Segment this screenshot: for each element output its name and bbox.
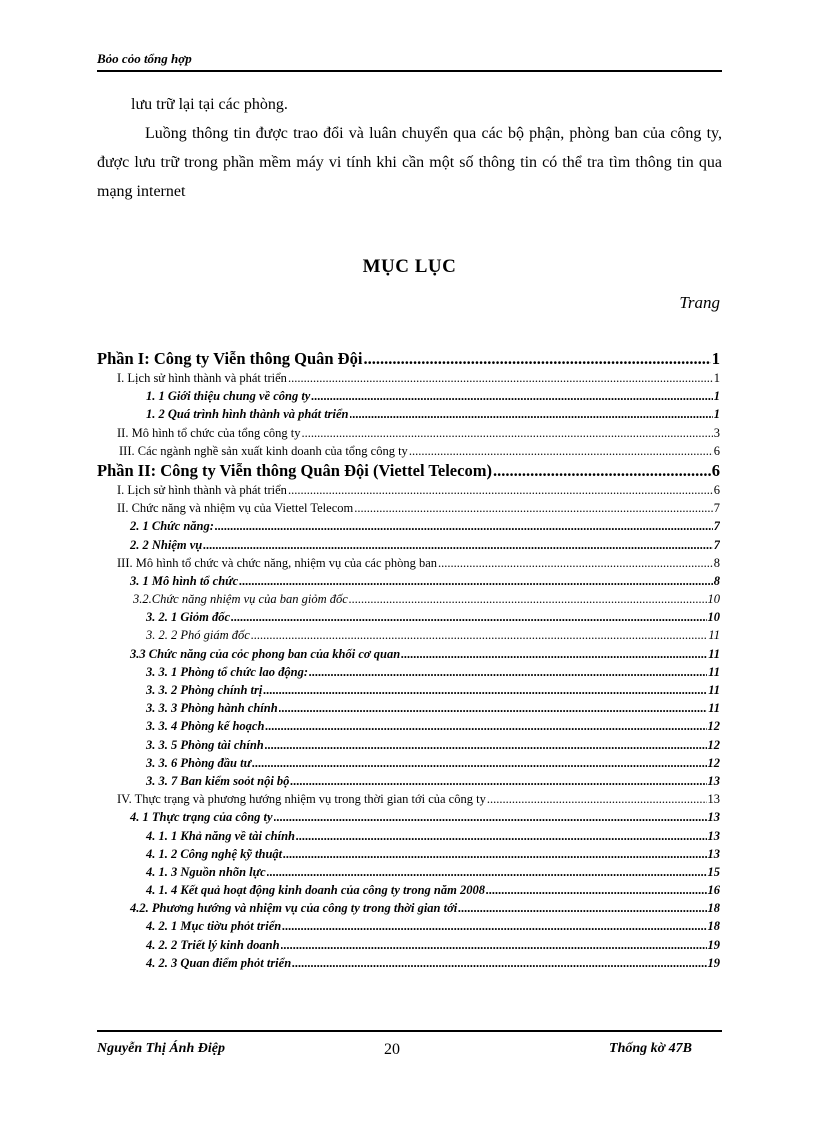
toc-entry[interactable]: I. Lịch sử hình thành và phát triển ..... 6 (97, 481, 720, 499)
toc-entry[interactable]: 3. 3. 7 Ban kiểm soỏt nội bộ ..... 13 (97, 772, 720, 790)
page-footer (97, 1030, 722, 1058)
toc-entry[interactable]: Phần I: Công ty Viễn thông Quân Đội ..... 1 (97, 348, 720, 369)
footer-author: Nguyễn Thị Ánh Điệp (97, 1041, 225, 1056)
toc-entry[interactable]: 3. 3. 6 Phòng đầu tư ..... 12 (97, 754, 720, 772)
page-header (97, 50, 722, 72)
toc-entry[interactable]: Phần II: Công ty Viễn thông Quân Đội (Viettel Telecom) ..... 6 (97, 460, 720, 481)
toc-entry[interactable]: 4. 2. 2 Triết lý kinh doanh ..... 19 (97, 936, 720, 954)
footer-class: Thống kờ 47B (609, 1041, 692, 1056)
intro-paragraph-2: Luồng thông tin được trao đổi và luân chuyển qua các bộ phận, phòng ban của công ty, được lưu trữ trong phần mềm máy vi tính khi cần một số thông tin có thể tra tìm thông tin qua mạng internet (97, 125, 722, 200)
header-title: Bỏo cỏo tổng hợp (97, 51, 192, 66)
table-of-contents (97, 348, 720, 972)
toc-entry[interactable]: 3. 3. 5 Phòng tài chính ..... 12 (97, 736, 720, 754)
toc-entry[interactable]: 4. 2. 1 Mục tiờu phỏt triển ..... 18 (97, 917, 720, 935)
toc-entry[interactable]: 3.2.Chức năng nhiệm vụ của ban giỏm đốc ..... 10 (97, 590, 720, 608)
toc-entry[interactable]: 3. 1 Mô hình tổ chức ..... 8 (97, 572, 720, 590)
toc-entry[interactable]: III. Mô hình tổ chức và chức năng, nhiệm vụ của các phòng ban ..... 8 (97, 554, 720, 572)
toc-entry[interactable]: 4. 1 Thực trạng của công ty ..... 13 (97, 808, 720, 826)
toc-entry[interactable]: 4. 1. 3 Nguồn nhõn lực ..... 15 (97, 863, 720, 881)
toc-entry[interactable]: 3.3 Chức năng của cỏc phong ban của khối cơ quan ..... 11 (97, 645, 720, 663)
toc-entry[interactable]: 4. 1. 4 Kết quả hoạt động kinh doanh của công ty trong năm 2008 ..... 16 (97, 881, 720, 899)
toc-entry[interactable]: 3. 2. 1 Giỏm đốc ..... 10 (97, 608, 720, 626)
toc-entry[interactable]: 4. 2. 3 Quan điểm phỏt triển ..... 19 (97, 954, 720, 972)
toc-entry[interactable]: II. Mô hình tổ chức của tổng công ty ..... 3 (97, 424, 720, 442)
intro-text (97, 90, 722, 206)
toc-entry[interactable]: 4. 1. 2 Công nghệ kỹ thuật ..... 13 (97, 845, 720, 863)
toc-entry[interactable]: 3. 2. 2 Phó giám đốc ..... 11 (97, 626, 720, 644)
toc-entry[interactable]: IV. Thực trạng và phương hướng nhiệm vụ trong thời gian tới của công ty ..... 13 (97, 790, 720, 808)
toc-entry[interactable]: I. Lịch sử hình thành và phát triển ..... 1 (97, 369, 720, 387)
toc-entry[interactable]: 3. 3. 3 Phòng hành chính ..... 11 (97, 699, 720, 717)
toc-title: MỤC LỤC (362, 256, 457, 277)
toc-entry[interactable]: 1. 1 Giới thiệu chung về công ty ..... 1 (97, 387, 720, 405)
toc-entry[interactable]: III. Các ngành nghề sản xuất kinh doanh của tổng công ty ..... 6 (97, 442, 720, 460)
toc-entry[interactable]: 4. 1. 1 Khả năng về tài chính ..... 13 (97, 827, 720, 845)
intro-paragraph-1: lưu trữ lại tại các phòng. (131, 96, 288, 113)
toc-entry[interactable]: 2. 1 Chức năng: ..... 7 (97, 517, 720, 535)
page-number: 20 (384, 1041, 400, 1058)
toc-entry[interactable]: 1. 2 Quá trình hình thành và phát triển ..... 1 (97, 405, 720, 423)
toc-entry[interactable]: 3. 3. 4 Phòng kế hoạch ..... 12 (97, 717, 720, 735)
toc-entry[interactable]: 3. 3. 1 Phòng tổ chức lao động: ..... 11 (97, 663, 720, 681)
toc-entry[interactable]: 2. 2 Nhiệm vụ ..... 7 (97, 536, 720, 554)
toc-entry[interactable]: II. Chức năng và nhiệm vụ của Viettel Telecom ..... 7 (97, 499, 720, 517)
toc-page-label: Trang (679, 293, 720, 312)
toc-entry[interactable]: 3. 3. 2 Phòng chính trị ..... 11 (97, 681, 720, 699)
toc-entry[interactable]: 4.2. Phương hướng và nhiệm vụ của công ty trong thời gian tới ..... 18 (97, 899, 720, 917)
